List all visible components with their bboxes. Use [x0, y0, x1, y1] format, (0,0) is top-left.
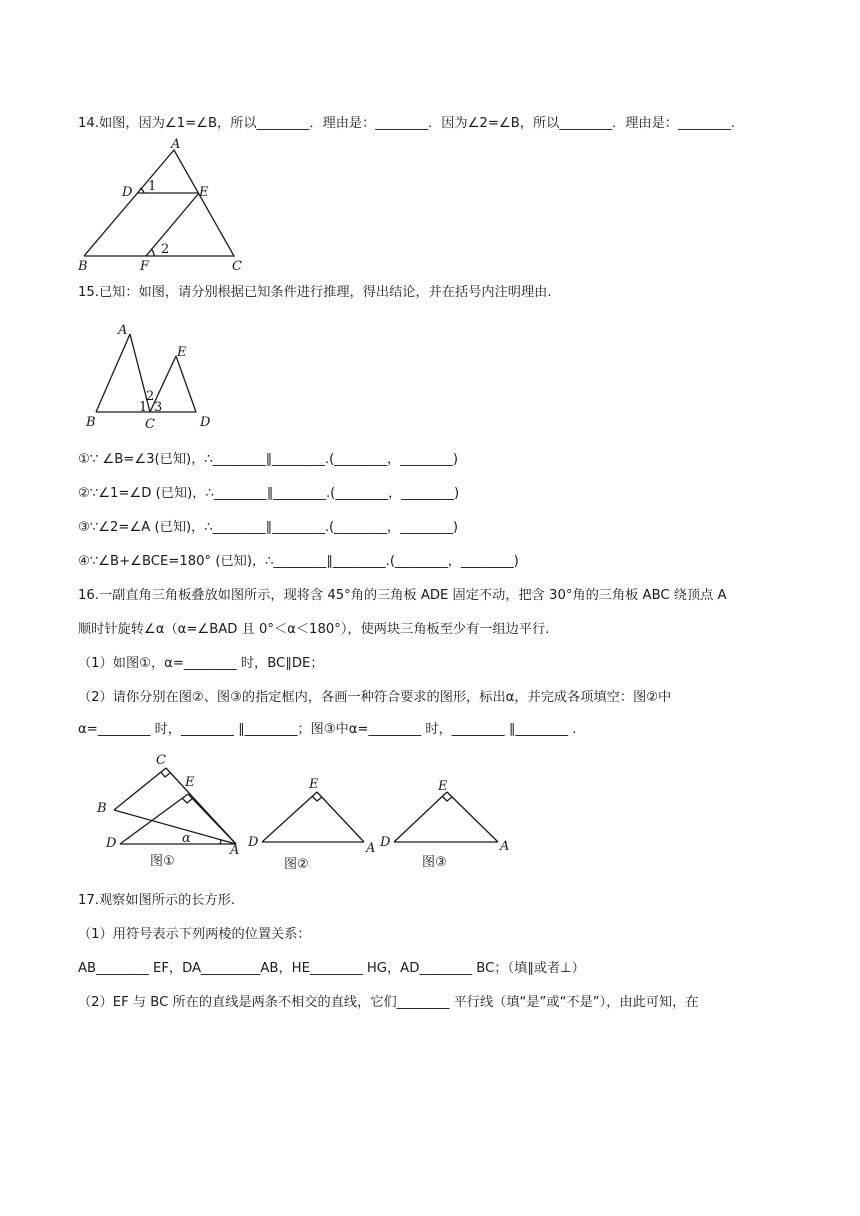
q16-figure-2: [246, 772, 380, 876]
q16-part2-line1: （2）请你分别在图②、图③的指定框内，各画一种符合要求的图形，标出α，并完成各项填空：图②中: [78, 690, 672, 705]
q14-label-B: B: [78, 259, 88, 274]
q16-line1: 16.一副直角三角板叠放如图所示，现将含 45°角的三角板 ADE 固定不动，把含 30°角的三角板 ABC 绕顶点 A: [78, 588, 727, 603]
q15-label-B: B: [86, 415, 96, 430]
q16-fig1-label-B: B: [97, 801, 107, 816]
q16-fig1-label-A: A: [230, 843, 240, 858]
q17-answers: AB________ EF，DA_________AB，HE________ HG，AD________ BC；（填∥或者⊥）: [78, 961, 585, 976]
q17-part1: （1）用符号表示下列两棱的位置关系：: [78, 927, 311, 942]
q15-figure: [82, 318, 222, 430]
q15-label-D: D: [200, 415, 211, 430]
q14-label-F: F: [140, 259, 150, 274]
q16-figure-3: [378, 772, 516, 876]
q16-fig1-label-alpha: α: [182, 831, 191, 846]
q14-label-E: E: [199, 185, 209, 200]
q15-item-4: ④∵∠B+∠BCE=180° (已知)，∴________∥________.(________，________): [78, 554, 519, 569]
q16-line2: 顺时针旋转∠α（α=∠BAD 且 0°＜α＜180°），使两块三角板至少有一组边平行.: [78, 622, 550, 637]
q14-figure: [74, 136, 254, 276]
q14-text: 14.如图，因为∠1=∠B，所以________．理由是：________．因为∠2=∠B，所以________．理由是：________.: [78, 116, 735, 131]
q17-part2: （2）EF 与 BC 所在的直线是两条不相交的直线，它们________ 平行线（填“是”或“不是”），由此可知，在: [78, 995, 699, 1010]
q16-fig2-label-A: A: [366, 841, 376, 856]
q15-label-A: A: [118, 323, 128, 338]
q15-item-1: ①∵ ∠B=∠3(已知)，∴________∥________.(________，________): [78, 452, 459, 467]
q16-fig2-caption: 图②: [284, 857, 309, 872]
q16-fig1-caption: 图①: [150, 854, 175, 869]
q16-fig1-label-E: E: [185, 775, 195, 790]
q16-fig3-label-A: A: [500, 839, 510, 854]
q15-label-2: 2: [146, 389, 155, 404]
q15-text: 15.已知：如图，请分别根据已知条件进行推理，得出结论，并在括号内注明理由.: [78, 285, 552, 300]
q16-fig3-label-D: D: [380, 835, 391, 850]
q15-label-C: C: [145, 417, 155, 430]
q15-label-1: 1: [139, 400, 148, 415]
q14-label-C: C: [232, 259, 242, 274]
q16-fig2-label-E: E: [309, 777, 319, 792]
q14-label-D: D: [122, 185, 133, 200]
q16-fig2-label-D: D: [248, 835, 259, 850]
q16-figure-1: [92, 752, 252, 874]
q14-label-1: 1: [148, 179, 157, 194]
q14-label-A: A: [171, 137, 181, 152]
q15-label-3: 3: [154, 400, 163, 415]
q16-part2-line2: α=________ 时，________ ∥________；图③中α=________ 时，________ ∥________ .: [78, 722, 577, 737]
q16-fig3-caption: 图③: [422, 855, 447, 870]
q16-fig1-label-D: D: [106, 836, 117, 851]
q16-part1: （1）如图①，α=________ 时，BC∥DE；: [78, 656, 324, 671]
q17-title: 17.观察如图所示的长方形.: [78, 893, 236, 908]
q16-fig1-label-C: C: [156, 753, 166, 768]
q14-label-2: 2: [161, 242, 170, 257]
q15-label-E: E: [177, 345, 187, 360]
q16-fig3-label-E: E: [438, 779, 448, 794]
q15-item-2: ②∵∠1=∠D (已知)，∴________∥________.(________，________): [78, 486, 460, 501]
q15-item-3: ③∵∠2=∠A (已知)，∴________∥________.(________，________): [78, 520, 459, 535]
